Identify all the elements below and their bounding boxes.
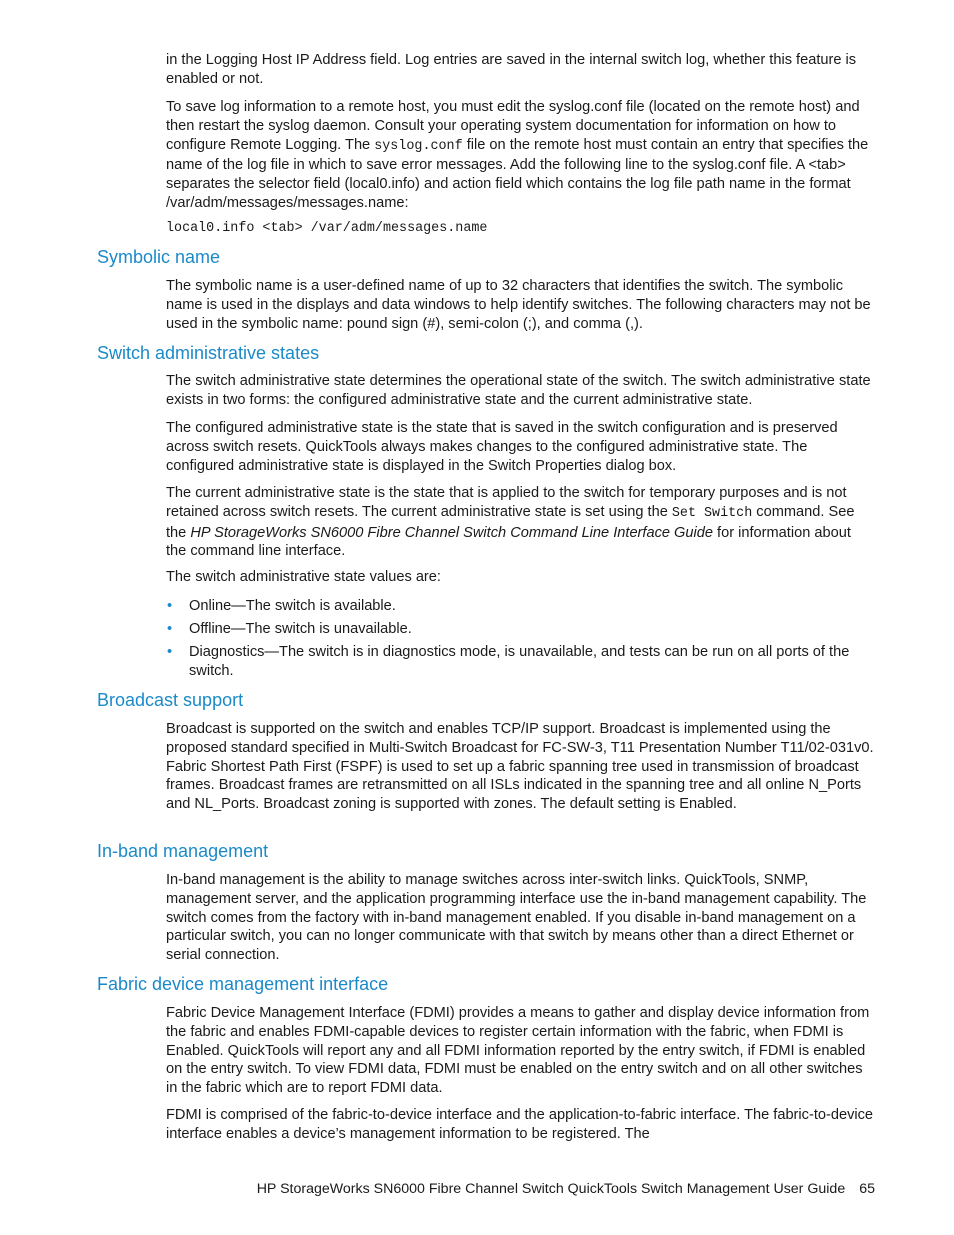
code-example: local0.info <tab> /var/adm/messages.name <box>166 221 488 236</box>
broadcast-paragraph: Broadcast is supported on the switch and enables TCP/IP support. Broadcast is implemented using the proposed standard specified in Multi-Switch Broadcast for FC-SW-3, T11 Presentation Number T11/02-031v0. Fabric Shortest Path First (FSPF) is used to set up a fabric spanning tree used in transmission of broadcast frames. Broadcast frames are retransmitted on all ISLs indicated in the spanning tree and all online N_Ports and NL_Ports. Broadcast zoning is supported with zones. The default setting is Enabled. <box>166 721 874 813</box>
fdmi-paragraph-2: FDMI is comprised of the fabric-to-device interface and the application-to-fabric interface. The fabric-to-device interface enables a device’s management information to be registered. The <box>166 1107 874 1142</box>
bullet-icon: • <box>167 643 173 660</box>
intro-p2-text-b: file on the remote host must contain an entry that specifies the name of the log file in which to save error messages. Add the following line to the syslog.conf file. A <tab> separates the selector field (local0.info) and action field which contains the log file path name in the format /var/adm/messages/messages.name: <box>166 136 869 211</box>
admin-states-paragraph-4: The switch administrative state values are: <box>166 569 441 585</box>
list-item-text: Offline—The switch is unavailable. <box>189 620 412 637</box>
admin-p3-text-b: command. See the <box>166 503 855 541</box>
heading-fdmi: Fabric device management interface <box>97 974 389 994</box>
admin-p3-text-a: The current administrative state is the state that is applied to the switch for temporary purposes and is not retained across switch resets. The current administrative state is set using the <box>166 485 847 520</box>
intro-p2-text-a: To save log information to a remote host, you must edit the syslog.conf file (located on the remote host) and then restart the syslog daemon. Consult your operating system documentation for information on how to configure Remote Logging. The <box>166 99 860 153</box>
list-item <box>166 597 874 616</box>
footer-title: HP StorageWorks SN6000 Fibre Channel Switch QuickTools Switch Management User Guide <box>256 1181 846 1197</box>
intro-paragraph-2 <box>166 98 874 213</box>
page-number: 65 <box>859 1181 875 1197</box>
bullet-icon: • <box>167 598 173 614</box>
admin-states-list <box>166 597 874 685</box>
syslog-conf-code: syslog.conf <box>374 138 463 154</box>
page-footer <box>257 1180 875 1198</box>
admin-states-paragraph-1: The switch administrative state determines the operational state of the switch. The switch administrative state exists in two forms: the configured administrative state and the current administrative state. <box>166 373 871 408</box>
symbolic-name-paragraph: The symbolic name is a user-defined name of up to 32 characters that identifies the switch. The symbolic name is used in the displays and data windows to help identify switches. The following characters may not be used in the symbolic name: pound sign (#), semi-colon (;), and comma (,). <box>166 278 871 332</box>
set-switch-code: Set Switch <box>671 505 753 521</box>
heading-admin-states: Switch administrative states <box>97 343 320 363</box>
admin-p3-text-c: for information about the command line interface. <box>166 524 851 560</box>
heading-symbolic-name: Symbolic name <box>97 247 221 267</box>
cli-guide-title: HP StorageWorks SN6000 Fibre Channel Switch Command Line Interface Guide <box>190 524 713 541</box>
fdmi-paragraph-1: Fabric Device Management Interface (FDMI) provides a means to gather and display device information from the fabric and enables FDMI-capable devices to register certain information with the fabric, when FDMI is Enabled. QuickTools will report any and all FDMI information reported by the entry switch, if FDMI is enabled on the entry switch. To view FDMI data, FDMI must be enabled on the entry switch and on all other switches in the fabric which are to report FDMI data. <box>166 1005 870 1097</box>
inband-paragraph: In-band management is the ability to manage switches across inter-switch links. QuickTools, SNMP, management server, and the application programming interface use the in-band management capability. The switch comes from the factory with in-band management enabled. If you disable in-band management on a particular switch, you can no longer communicate with that switch by means other than a direct Ethernet or serial connection. <box>166 872 867 964</box>
heading-inband-management: In-band management <box>97 841 269 861</box>
heading-broadcast-support: Broadcast support <box>97 690 244 710</box>
admin-states-paragraph-2: The configured administrative state is the state that is saved in the switch configuration and is preserved across switch resets. QuickTools always makes changes to the configured administrative state. The configured administrative state is displayed in the Switch Properties dialog box. <box>166 420 838 474</box>
list-item <box>166 620 874 639</box>
list-item <box>166 643 874 681</box>
bullet-icon: • <box>167 620 173 637</box>
list-item-text: Diagnostics—The switch is in diagnostics mode, is unavailable, and tests can be run on all ports of the switch. <box>189 643 850 679</box>
intro-paragraph-1: in the Logging Host IP Address field. Log entries are saved in the internal switch log, whether this feature is enabled or not. <box>166 52 857 87</box>
admin-states-paragraph-3 <box>166 484 874 561</box>
list-item-text: Online—The switch is available. <box>189 598 396 614</box>
